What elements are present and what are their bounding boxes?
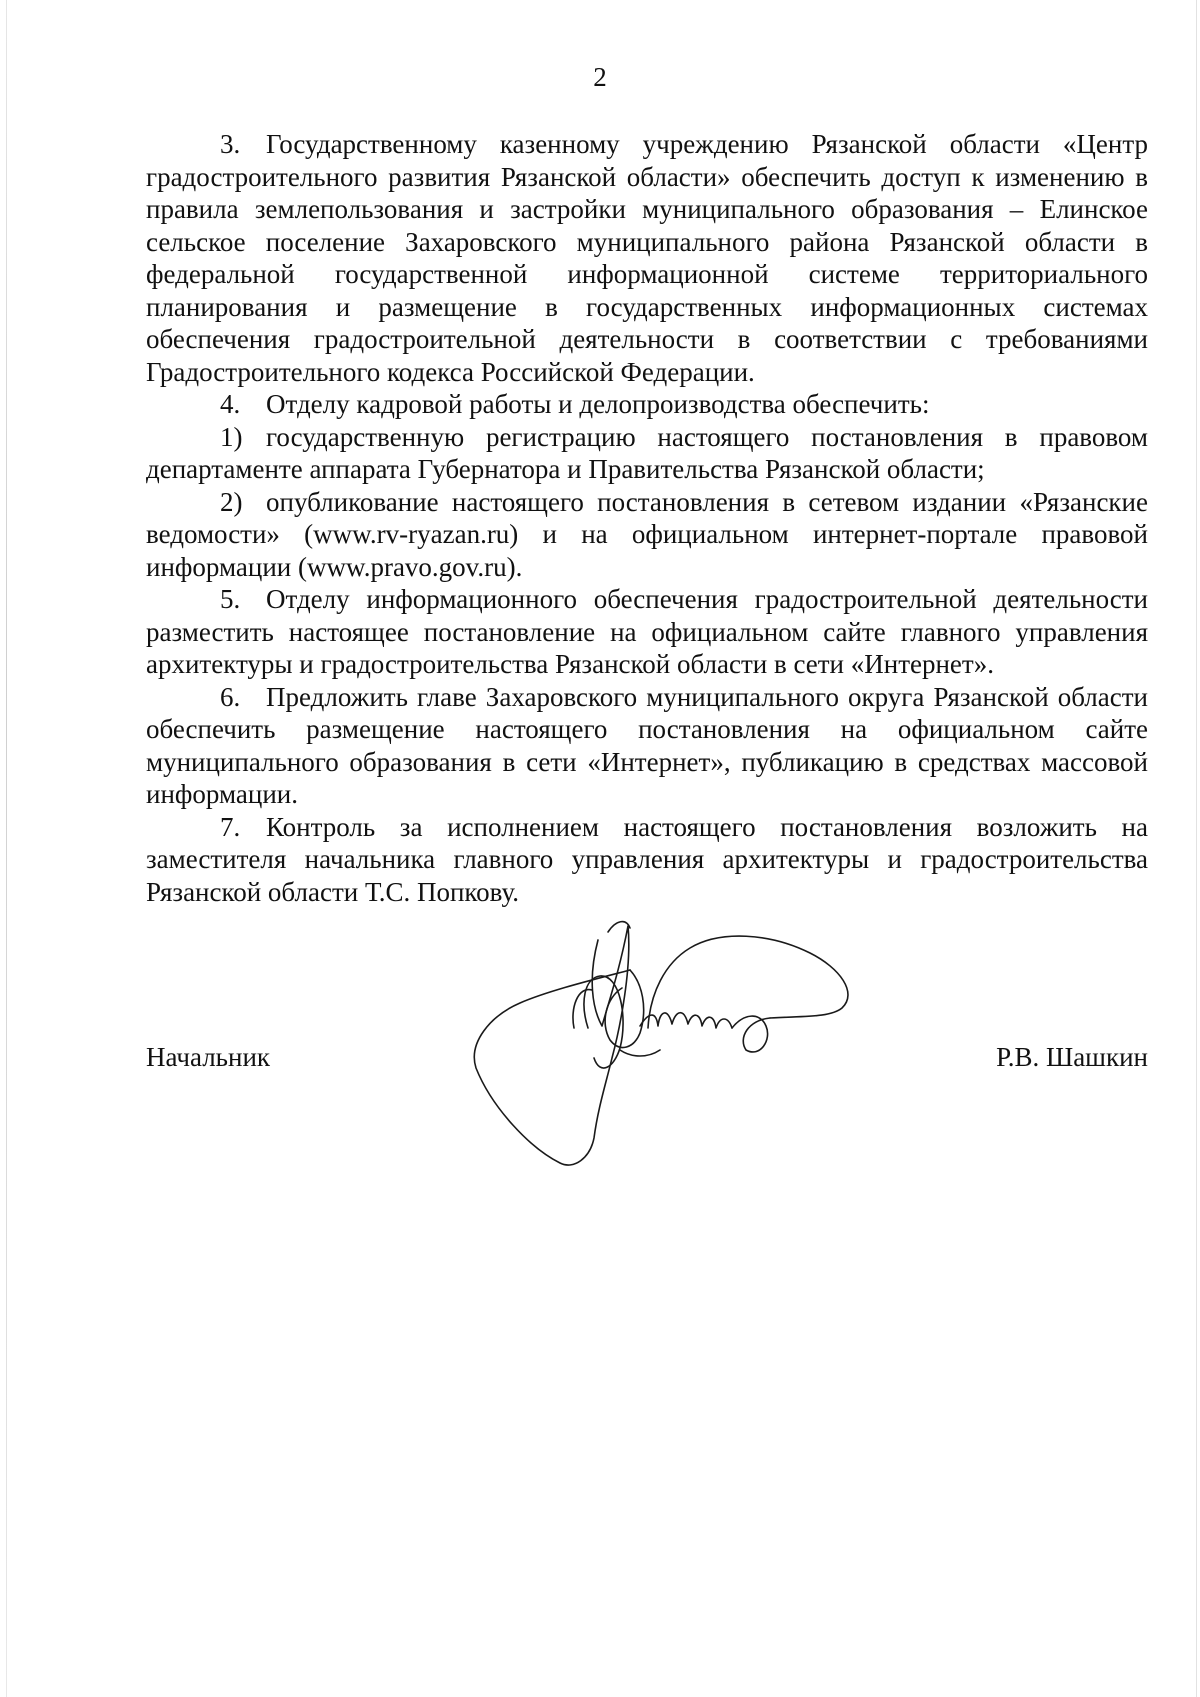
paragraph-4 [146,388,1148,421]
paragraph-text: опубликование настоящего постановления в сетевом издании «Рязанские ведомости» (www.rv-ryazan.ru) и на официальном интернет-портале правовой информации (www.pravo.gov.ru). [146,486,1148,582]
page-number: 2 [593,62,607,92]
signature-block [146,1041,1148,1081]
signatory-title: Начальник [146,1042,271,1072]
paragraph-text: Контроль за исполнением настоящего постановления возложить на заместителя начальника главного управления архитектуры и градостроительства Рязанской области Т.С. Попкову. [146,811,1148,907]
scan-edge-right [1196,0,1197,1697]
paragraph-text: Отделу информационного обеспечения градостроительной деятельности разместить настоящее постановление на официальном сайте главного управления архитектуры и градостроительства Рязанской области в сети «Интернет». [146,584,1148,679]
paragraph-6 [146,681,1148,811]
paragraph-5 [146,583,1148,681]
paragraph-text: Отделу кадровой работы и делопроизводства обеспечить: [266,389,930,419]
paragraph-text: Предложить главе Захаровского муниципального округа Рязанской области обеспечить размещение настоящего постановления на официальном сайте муниципального образования в сети «Интернет», публикацию в средствах массовой информации. [146,681,1148,809]
document-body [146,128,1148,908]
paragraph-number: 6. [220,681,241,712]
paragraph-text: государственную регистрацию настоящего постановления в правовом департаменте аппарата Губернатора и Правительства Рязанской области; [146,421,1148,484]
paragraph-7 [146,811,1148,909]
paragraph-number: 4. [220,389,241,419]
paragraph-text: Государственному казенному учреждению Рязанской области «Центр градостроительного развития Рязанской области» обеспечить доступ к изменению в правила землепользования и застройки муниципального образования – Елинское сельское поселение Захаровского муниципального района Рязанской области в федеральной государственной информационной системе территориального планирования и размещение в государственных информационных системах обеспечения градостроительной деятельности в соответствии с требованиями Градостроительного кодекса Российской Федерации. [146,129,1148,387]
signatory-name: Р.В. Шашкин [996,1042,1148,1072]
paragraph-3 [146,128,1148,388]
scan-edge-left [6,0,7,1697]
subparagraph-2 [146,486,1148,584]
paragraph-number: 5. [220,584,241,614]
paragraph-number: 3. [220,129,241,159]
paragraph-number: 7. [220,811,241,842]
paragraph-number: 2) [220,486,243,517]
paragraph-number: 1) [220,421,243,452]
subparagraph-1 [146,421,1148,486]
